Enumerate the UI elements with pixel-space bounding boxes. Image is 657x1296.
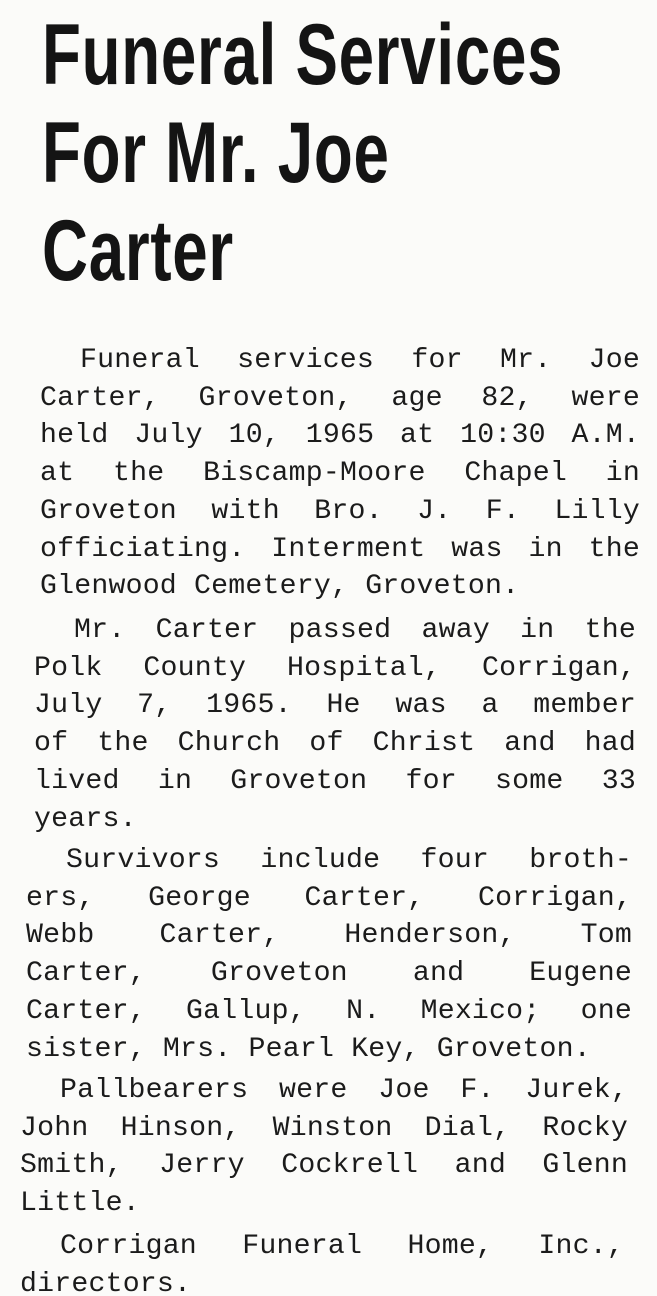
text-line: Pallbearers were Joe F. Jurek,: [60, 1075, 628, 1106]
headline-line-2: For Mr. Joe: [42, 105, 390, 201]
text-line: Smith, Jerry Cockrell and Glenn: [20, 1150, 628, 1182]
text-line: held July 10, 1965 at 10:30 A.M.: [40, 420, 640, 452]
text-line: directors.: [20, 1268, 192, 1296]
text-line: Survivors include four broth-: [66, 845, 632, 876]
text-line: sister, Mrs. Pearl Key, Groveton.: [26, 1033, 591, 1065]
text-line: Polk County Hospital, Corrigan,: [34, 652, 636, 684]
text-line: Groveton with Bro. J. F. Lilly: [40, 495, 640, 527]
text-line: ers, George Carter, Corrigan,: [26, 882, 632, 914]
text-line: Little.: [20, 1188, 140, 1220]
paragraph-pallbearers: [20, 1072, 628, 1223]
text-line: lived in Groveton for some 33: [34, 765, 636, 797]
text-line: at the Biscamp-Moore Chapel in: [40, 458, 640, 490]
text-line: Webb Carter, Henderson, Tom: [26, 920, 632, 952]
paragraph-directors: [20, 1228, 624, 1296]
text-line: years.: [34, 803, 137, 835]
paragraph-services: [40, 342, 640, 606]
headline-line-3: Carter: [42, 203, 234, 299]
text-line: Carter, Groveton and Eugene: [26, 958, 632, 990]
text-line: Carter, Groveton, age 82, were: [40, 382, 640, 414]
text-line: John Hinson, Winston Dial, Rocky: [20, 1112, 628, 1144]
text-line: Carter, Gallup, N. Mexico; one: [26, 995, 632, 1027]
text-line: Glenwood Cemetery, Groveton.: [40, 571, 520, 603]
headline: [42, 6, 564, 300]
text-line: July 7, 1965. He was a member: [34, 690, 636, 722]
text-line: Funeral services for Mr. Joe: [80, 345, 640, 376]
paragraph-survivors: [26, 842, 632, 1068]
text-line: officiating. Interment was in the: [40, 533, 640, 565]
headline-line-1: Funeral Services: [42, 7, 564, 103]
text-line: Mr. Carter passed away in the: [74, 615, 636, 646]
text-line: of the Church of Christ and had: [34, 728, 636, 760]
text-line: Corrigan Funeral Home, Inc.,: [60, 1231, 624, 1262]
paragraph-passing: [34, 612, 636, 838]
